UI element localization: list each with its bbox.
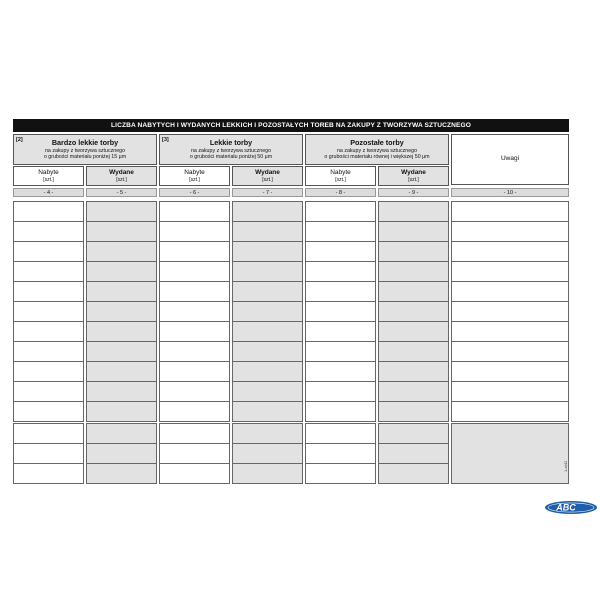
summary-cell-remarks[interactable] bbox=[451, 423, 569, 484]
cell-issued-other[interactable] bbox=[378, 341, 449, 362]
cell-issued-light[interactable] bbox=[232, 261, 303, 282]
cell-issued-light[interactable] bbox=[232, 321, 303, 342]
group-title: Bardzo lekkie torby bbox=[51, 138, 119, 147]
cell-issued-other[interactable] bbox=[378, 241, 449, 262]
abc-logo-icon bbox=[544, 500, 599, 515]
subheader-label: Wydane bbox=[401, 169, 426, 176]
summary-cell-acquired-other[interactable] bbox=[305, 423, 376, 444]
cell-acquired-other[interactable] bbox=[305, 301, 376, 322]
form-title-banner: LICZBA NABYTYCH I WYDANYCH LEKKICH I POZOSTAŁYCH TOREB NA ZAKUPY Z TWORZYWA SZTUCZNEGO bbox=[13, 119, 569, 132]
cell-issued-very-light[interactable] bbox=[86, 241, 157, 262]
cell-remarks[interactable] bbox=[451, 401, 569, 422]
remarks-label: Uwagi bbox=[500, 155, 520, 162]
cell-remarks[interactable] bbox=[451, 201, 569, 222]
cell-issued-very-light[interactable] bbox=[86, 321, 157, 342]
cell-acquired-very-light[interactable] bbox=[13, 261, 84, 282]
cell-acquired-light[interactable] bbox=[159, 401, 230, 422]
summary-cell-acquired-other[interactable] bbox=[305, 443, 376, 464]
cell-acquired-very-light[interactable] bbox=[13, 201, 84, 222]
unit-label: [szt.] bbox=[189, 177, 200, 183]
subheader-label: Wydane bbox=[109, 169, 134, 176]
cell-remarks[interactable] bbox=[451, 381, 569, 402]
cell-acquired-other[interactable] bbox=[305, 341, 376, 362]
cell-acquired-light[interactable] bbox=[159, 381, 230, 402]
cell-issued-other[interactable] bbox=[378, 281, 449, 302]
cell-issued-light[interactable] bbox=[232, 301, 303, 322]
cell-issued-other[interactable] bbox=[378, 261, 449, 282]
summary-cell-acquired-other[interactable] bbox=[305, 463, 376, 484]
group-subtitle-line1: na zakupy z tworzywa sztucznego bbox=[44, 148, 126, 154]
unit-label: [szt.] bbox=[43, 177, 54, 183]
cell-issued-light[interactable] bbox=[232, 401, 303, 422]
cell-issued-very-light[interactable] bbox=[86, 261, 157, 282]
column-index-5: - 5 - bbox=[86, 188, 157, 197]
cell-issued-other[interactable] bbox=[378, 401, 449, 422]
cell-remarks[interactable] bbox=[451, 221, 569, 242]
subheader-acquired bbox=[305, 166, 376, 186]
group-number: [3] bbox=[162, 137, 169, 143]
group-subtitle-line1: na zakupy z tworzywa sztucznego bbox=[336, 148, 418, 154]
cell-acquired-light[interactable] bbox=[159, 241, 230, 262]
cell-issued-other[interactable] bbox=[378, 301, 449, 322]
summary-cell-acquired-light[interactable] bbox=[159, 463, 230, 484]
cell-acquired-other[interactable] bbox=[305, 261, 376, 282]
cell-remarks[interactable] bbox=[451, 301, 569, 322]
cell-acquired-very-light[interactable] bbox=[13, 341, 84, 362]
cell-issued-very-light[interactable] bbox=[86, 401, 157, 422]
summary-cell-issued-very-light[interactable] bbox=[86, 463, 157, 484]
cell-acquired-very-light[interactable] bbox=[13, 281, 84, 302]
column-index-4: - 4 - bbox=[13, 188, 84, 197]
cell-remarks[interactable] bbox=[451, 281, 569, 302]
cell-remarks[interactable] bbox=[451, 241, 569, 262]
cell-acquired-other[interactable] bbox=[305, 361, 376, 382]
cell-acquired-other[interactable] bbox=[305, 201, 376, 222]
column-index-10: - 10 - bbox=[451, 188, 569, 197]
cell-issued-light[interactable] bbox=[232, 361, 303, 382]
summary-cell-issued-light[interactable] bbox=[232, 463, 303, 484]
subheader-issued bbox=[378, 166, 449, 186]
cell-issued-very-light[interactable] bbox=[86, 201, 157, 222]
cell-acquired-very-light[interactable] bbox=[13, 361, 84, 382]
summary-cell-acquired-very-light[interactable] bbox=[13, 423, 84, 444]
cell-issued-very-light[interactable] bbox=[86, 221, 157, 242]
summary-cell-issued-other[interactable] bbox=[378, 443, 449, 464]
cell-acquired-light[interactable] bbox=[159, 321, 230, 342]
cell-acquired-other[interactable] bbox=[305, 281, 376, 302]
summary-cell-issued-very-light[interactable] bbox=[86, 443, 157, 464]
cell-acquired-very-light[interactable] bbox=[13, 221, 84, 242]
group-subtitle-line2: o grubości materiału poniżej 15 µm bbox=[43, 154, 127, 160]
cell-issued-other[interactable] bbox=[378, 221, 449, 242]
group-header-other-bags bbox=[305, 134, 449, 165]
cell-issued-other[interactable] bbox=[378, 381, 449, 402]
summary-cell-acquired-very-light[interactable] bbox=[13, 463, 84, 484]
cell-issued-other[interactable] bbox=[378, 321, 449, 342]
unit-label: [szt.] bbox=[116, 177, 127, 183]
cell-acquired-very-light[interactable] bbox=[13, 301, 84, 322]
cell-issued-light[interactable] bbox=[232, 281, 303, 302]
summary-cell-issued-other[interactable] bbox=[378, 423, 449, 444]
column-index-9: - 9 - bbox=[378, 188, 449, 197]
remarks-header bbox=[451, 134, 569, 185]
cell-acquired-light[interactable] bbox=[159, 361, 230, 382]
cell-acquired-light[interactable] bbox=[159, 301, 230, 322]
column-index-8: - 8 - bbox=[305, 188, 376, 197]
cell-acquired-very-light[interactable] bbox=[13, 321, 84, 342]
cell-acquired-very-light[interactable] bbox=[13, 241, 84, 262]
logo-text: ABC bbox=[556, 502, 576, 513]
subheader-issued bbox=[232, 166, 303, 186]
cell-issued-very-light[interactable] bbox=[86, 301, 157, 322]
cell-issued-very-light[interactable] bbox=[86, 281, 157, 302]
summary-cell-issued-light[interactable] bbox=[232, 423, 303, 444]
subheader-label: Wydane bbox=[255, 169, 280, 176]
cell-issued-light[interactable] bbox=[232, 201, 303, 222]
cell-acquired-light[interactable] bbox=[159, 281, 230, 302]
cell-issued-light[interactable] bbox=[232, 241, 303, 262]
cell-issued-very-light[interactable] bbox=[86, 341, 157, 362]
summary-cell-acquired-light[interactable] bbox=[159, 423, 230, 444]
cell-remarks[interactable] bbox=[451, 261, 569, 282]
group-header-light-bags bbox=[159, 134, 303, 165]
cell-issued-light[interactable] bbox=[232, 381, 303, 402]
form-code: 1-a/42 bbox=[563, 460, 568, 472]
cell-acquired-other[interactable] bbox=[305, 401, 376, 422]
unit-label: [szt.] bbox=[335, 177, 346, 183]
cell-acquired-light[interactable] bbox=[159, 341, 230, 362]
column-index-6: - 6 - bbox=[159, 188, 230, 197]
cell-issued-very-light[interactable] bbox=[86, 381, 157, 402]
subheader-issued bbox=[86, 166, 157, 186]
unit-label: [szt.] bbox=[262, 177, 273, 183]
group-subtitle-line1: na zakupy z tworzywa sztucznego bbox=[190, 148, 272, 154]
group-subtitle-line2: o grubości materiału poniżej 50 µm bbox=[189, 154, 273, 160]
subheader-label: Nabyte bbox=[38, 169, 59, 176]
cell-acquired-other[interactable] bbox=[305, 241, 376, 262]
cell-acquired-light[interactable] bbox=[159, 201, 230, 222]
subheader-label: Nabyte bbox=[184, 169, 205, 176]
summary-cell-issued-other[interactable] bbox=[378, 463, 449, 484]
cell-issued-other[interactable] bbox=[378, 201, 449, 222]
summary-cell-issued-very-light[interactable] bbox=[86, 423, 157, 444]
cell-acquired-other[interactable] bbox=[305, 221, 376, 242]
column-index-7: - 7 - bbox=[232, 188, 303, 197]
cell-acquired-other[interactable] bbox=[305, 321, 376, 342]
cell-remarks[interactable] bbox=[451, 321, 569, 342]
cell-acquired-other[interactable] bbox=[305, 381, 376, 402]
cell-acquired-very-light[interactable] bbox=[13, 381, 84, 402]
cell-remarks[interactable] bbox=[451, 341, 569, 362]
cell-acquired-light[interactable] bbox=[159, 261, 230, 282]
group-subtitle-line2: o grubości materiału równej i większej 50 µm bbox=[324, 154, 430, 160]
cell-issued-light[interactable] bbox=[232, 221, 303, 242]
cell-remarks[interactable] bbox=[451, 361, 569, 382]
cell-issued-other[interactable] bbox=[378, 361, 449, 382]
summary-cell-acquired-very-light[interactable] bbox=[13, 443, 84, 464]
subheader-label: Nabyte bbox=[330, 169, 351, 176]
group-header-very-light-bags bbox=[13, 134, 157, 165]
summary-cell-issued-light[interactable] bbox=[232, 443, 303, 464]
unit-label: [szt.] bbox=[408, 177, 419, 183]
subheader-acquired bbox=[13, 166, 84, 186]
group-number: [2] bbox=[16, 137, 23, 143]
cell-acquired-light[interactable] bbox=[159, 221, 230, 242]
subheader-acquired bbox=[159, 166, 230, 186]
cell-acquired-very-light[interactable] bbox=[13, 401, 84, 422]
group-title: Pozostałe torby bbox=[350, 138, 404, 147]
cell-issued-very-light[interactable] bbox=[86, 361, 157, 382]
group-title: Lekkie torby bbox=[209, 138, 253, 147]
cell-issued-light[interactable] bbox=[232, 341, 303, 362]
summary-cell-acquired-light[interactable] bbox=[159, 443, 230, 464]
